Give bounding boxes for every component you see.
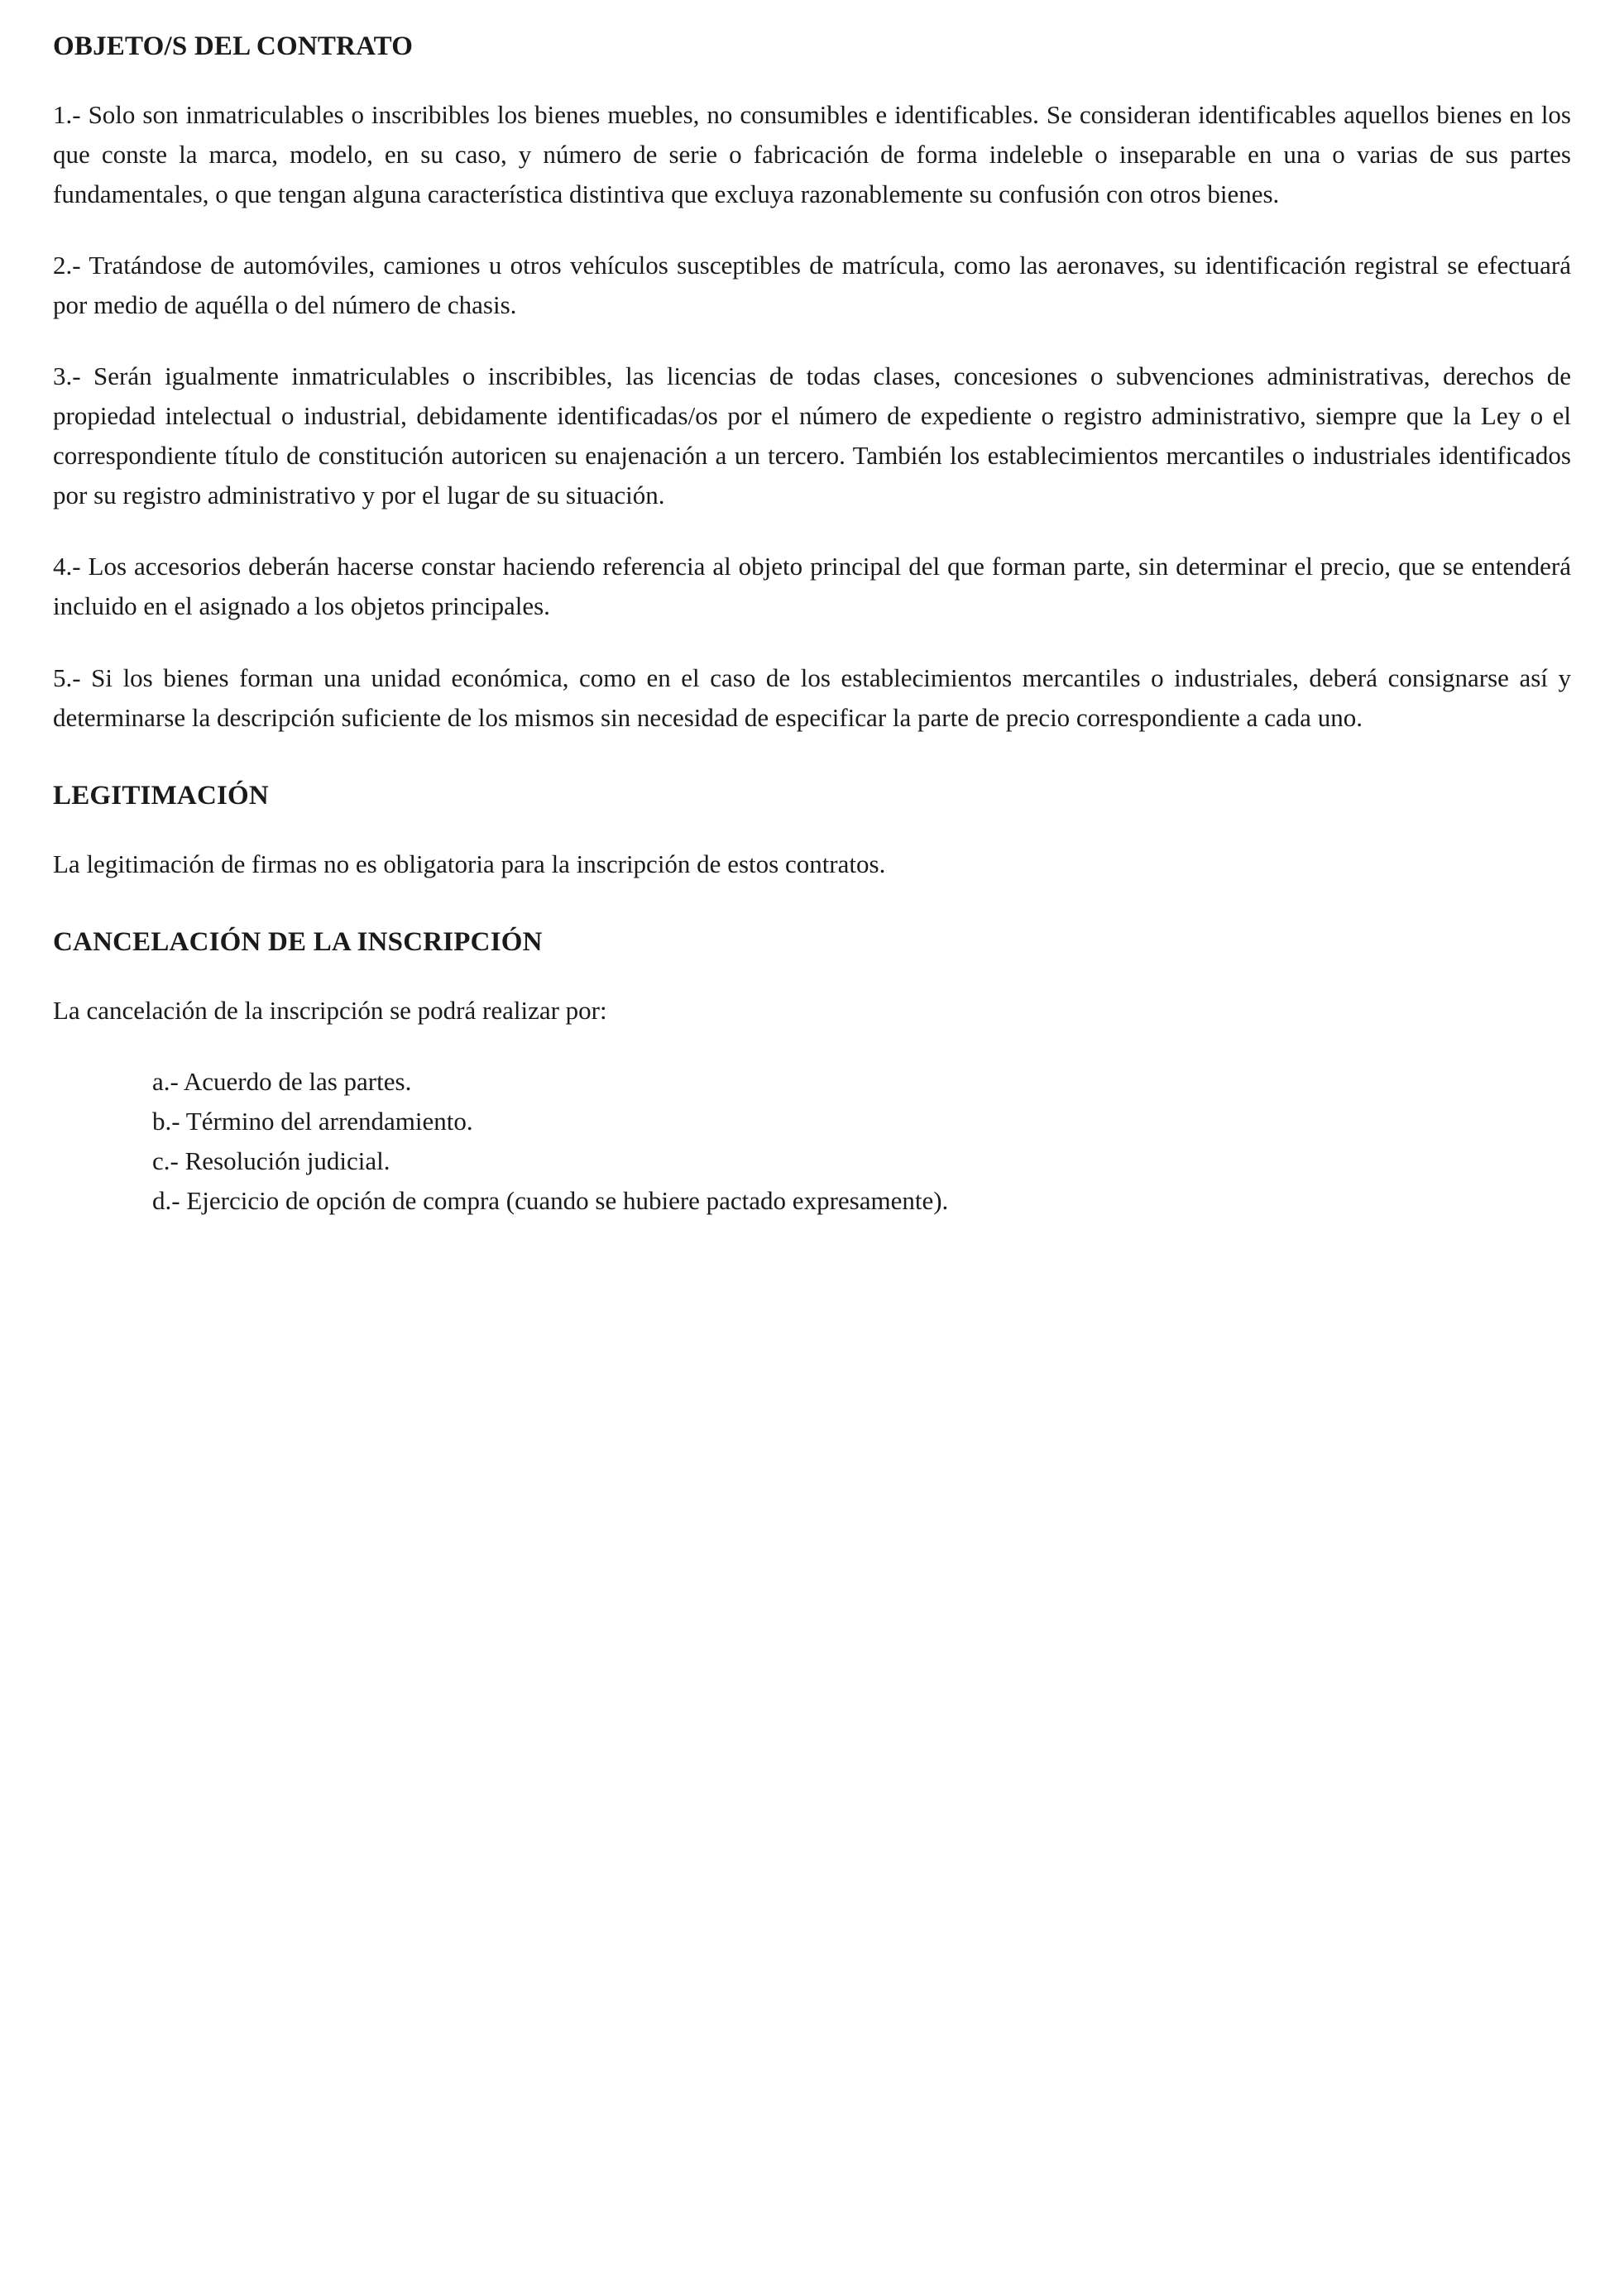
paragraph-objeto-2: 2.- Tratándose de automóviles, camiones u otros vehículos susceptibles de matrícula, como las aeronaves, su identificación registral se efectuará por medio de aquélla o del número de chasis. — [53, 251, 1571, 320]
paragraph-objeto-3: 3.- Serán igualmente inmatriculables o inscribibles, las licencias de todas clases, concesiones o subvenciones administrativas, derechos de propiedad intelectual o industrial, debidamente identificadas/os por el número de expediente o registro administrativo, siempre que la Ley o el correspondiente título de constitución autoricen su enajenación a un tercero. También los establecimientos mercantiles o industriales identificados por su registro administrativo y por el lugar de su situación. — [53, 361, 1571, 510]
paragraph-legitimacion: La legitimación de firmas no es obligatoria para la inscripción de estos contratos. — [53, 849, 886, 878]
list-item-d: d.- Ejercicio de opción de compra (cuando se hubiere pactado expresamente). — [152, 1185, 949, 1215]
section-heading-cancelacion: CANCELACIÓN DE LA INSCRIPCIÓN — [53, 926, 543, 957]
paragraph-objeto-1: 1.- Solo son inmatriculables o inscribibles los bienes muebles, no consumibles e identificables. Se consideran identificables aquellos bienes en los que conste la marca, modelo, en su caso, y número de serie o fabricación de forma indeleble o inseparable en una o varias de sus partes fundamentales, o que tengan alguna característica distintiva que excluya razonablemente su confusión con otros bienes. — [53, 100, 1571, 209]
section-heading-legitimacion: LEGITIMACIÓN — [53, 780, 269, 811]
section-heading-objeto: OBJETO/S DEL CONTRATO — [53, 31, 414, 61]
paragraph-objeto-4: 4.- Los accesorios deberán hacerse constar haciendo referencia al objeto principal del que forman parte, sin determinar el precio, que se entenderá incluido en el asignado a los objetos principales. — [53, 552, 1571, 621]
paragraph-objeto-5: 5.- Si los bienes forman una unidad económica, como en el caso de los establecimientos mercantiles o industriales, deberá consignarse así y determinarse la descripción suficiente de los mismos sin necesidad de especificar la parte de precio correspondiente a cada uno. — [53, 662, 1571, 732]
cancelacion-list — [152, 1062, 1571, 1221]
list-item-b: b.- Término del arrendamiento. — [152, 1106, 473, 1136]
list-item-c: c.- Resolución judicial. — [152, 1146, 390, 1175]
paragraph-cancelacion-intro: La cancelación de la inscripción se podrá realizar por: — [53, 995, 607, 1025]
list-item-a: a.- Acuerdo de las partes. — [152, 1066, 412, 1096]
